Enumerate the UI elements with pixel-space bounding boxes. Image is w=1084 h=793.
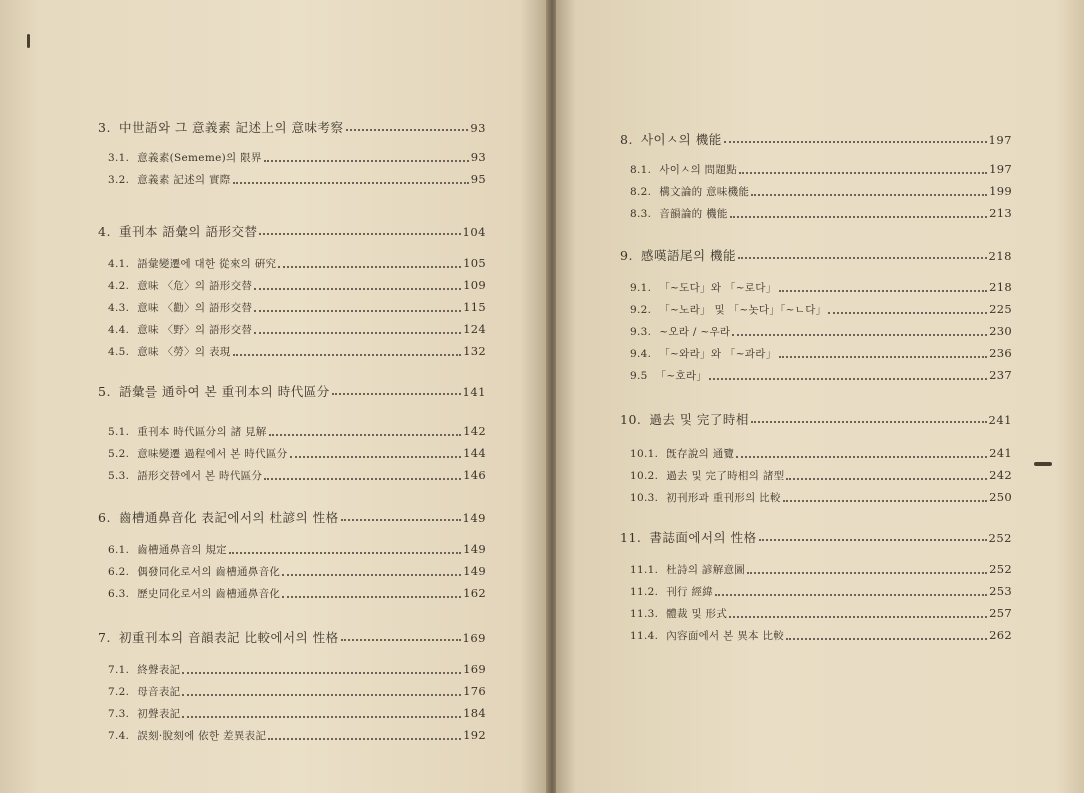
toc-entry-title: 사이ㅅ의 問題點 [659, 164, 738, 176]
toc-entry-number: 8.3. [630, 208, 652, 220]
toc-entry-label [630, 346, 777, 361]
toc-entry-number: 11. [620, 530, 642, 545]
toc-chapter-row [98, 382, 486, 400]
toc-entry-number: 4.2. [108, 280, 130, 292]
toc-entry-number: 7.2. [108, 686, 130, 698]
toc-entry-label [108, 684, 180, 699]
toc-entry-label [108, 424, 267, 439]
toc-page-number: 124 [463, 322, 486, 336]
toc-page-number: 162 [463, 586, 486, 600]
toc-page-number: 213 [989, 206, 1012, 220]
toc-section-row [98, 706, 486, 721]
toc-section-row [98, 256, 486, 271]
ink-smudge [1034, 462, 1052, 466]
toc-entry-title: 初刊形과 重刊形의 比較 [666, 492, 781, 504]
toc-entry-title: 意味 〈危〉의 語形交替 [137, 280, 253, 292]
toc-entry-title: 書誌面에서의 性格 [649, 530, 757, 545]
toc-entry-title: 齒槽通鼻音化 表記에서의 杜諺의 性格 [118, 510, 339, 525]
toc-dot-leader [282, 574, 461, 576]
toc-section-row [620, 206, 1012, 221]
toc-dot-leader [268, 738, 461, 740]
toc-entry-label [98, 118, 344, 136]
toc-entry-title: 齒槽通鼻音의 規定 [137, 544, 227, 556]
toc-dot-leader [779, 356, 988, 358]
toc-dot-leader [254, 288, 461, 290]
toc-dot-leader [259, 233, 460, 235]
toc-entry-title: 過去 및 完了時相 [649, 412, 749, 427]
toc-entry-number: 10.2. [630, 470, 659, 482]
toc-section-row [98, 424, 486, 439]
toc-entry-number: 6.1. [108, 544, 130, 556]
toc-section-row [98, 728, 486, 743]
toc-entry-title: 歷史同化로서의 齒槽通鼻音化 [137, 588, 281, 600]
toc-section-row [98, 684, 486, 699]
toc-entry-label [630, 162, 737, 177]
toc-entry-label [630, 562, 745, 577]
toc-entry-title: 感嘆語尾의 機能 [640, 248, 736, 263]
toc-section-row [98, 150, 486, 165]
toc-entry-label [630, 368, 707, 383]
toc-dot-leader [264, 160, 469, 162]
toc-page-number: 197 [989, 162, 1012, 176]
toc-page-number: 262 [989, 628, 1012, 642]
toc-page-number: 192 [463, 728, 486, 742]
toc-entry-label [630, 324, 730, 339]
toc-dot-leader [786, 478, 987, 480]
toc-section-row [620, 368, 1012, 383]
toc-dot-leader [828, 312, 987, 314]
toc-dot-leader [751, 194, 987, 196]
toc-entry-number: 9.1. [630, 282, 652, 294]
toc-entry-number: 9.4. [630, 348, 652, 360]
toc-dot-leader [751, 421, 987, 423]
toc-entry-title: ~오라 / ~우라 [659, 326, 731, 338]
toc-page-number: 95 [470, 172, 486, 186]
toc-entry-number: 3. [98, 120, 111, 135]
toc-entry-label [108, 344, 231, 359]
toc-section-row [98, 564, 486, 579]
toc-entry-label [108, 468, 262, 483]
toc-chapter-row [98, 118, 486, 136]
toc-page-number: 93 [470, 150, 486, 164]
toc-entry-number: 11.3. [630, 608, 659, 620]
toc-section-row [620, 184, 1012, 199]
toc-entry-number: 9.5 [630, 370, 648, 382]
toc-page-number: 149 [463, 542, 486, 556]
toc-section-row [98, 586, 486, 601]
toc-dot-leader [269, 434, 462, 436]
toc-entry-title: 終聲表記 [137, 664, 181, 676]
toc-dot-leader [254, 310, 461, 312]
toc-entry-label [108, 278, 252, 293]
toc-entry-title: 偶發同化로서의 齒槽通鼻音化 [137, 566, 281, 578]
toc-entry-number: 3.1. [108, 152, 130, 164]
toc-page-number: 132 [463, 344, 486, 358]
toc-entry-label [630, 606, 727, 621]
toc-entry-number: 6.3. [108, 588, 130, 600]
toc-entry-number: 6. [98, 510, 111, 525]
toc-page-number: 144 [463, 446, 486, 460]
toc-page-number: 218 [988, 249, 1012, 263]
toc-section-row [620, 606, 1012, 621]
toc-entry-number: 5.1. [108, 426, 130, 438]
toc-section-row [620, 628, 1012, 643]
toc-dot-leader [783, 500, 987, 502]
toc-entry-label [108, 256, 276, 271]
toc-section-row [620, 324, 1012, 339]
toc-entry-label [620, 130, 722, 148]
toc-entry-label [108, 564, 280, 579]
toc-entry-label [630, 206, 728, 221]
toc-entry-number: 11.4. [630, 630, 659, 642]
toc-page-number: 241 [988, 413, 1012, 427]
toc-dot-leader [182, 694, 461, 696]
toc-entry-label [630, 446, 734, 461]
toc-entry-title: 語彙를 通하여 본 重刊本의 時代區分 [118, 384, 330, 399]
toc-entry-title: 「~호라」 [655, 370, 708, 382]
toc-section-row [98, 278, 486, 293]
toc-chapter-row [620, 246, 1012, 264]
toc-entry-title: 사이ㅅ의 機能 [640, 132, 722, 147]
toc-entry-title: 意味變遷 過程에서 본 時代區分 [137, 448, 288, 460]
toc-entry-title: 構文論的 意味機能 [659, 186, 750, 198]
toc-entry-title: 語彙變遷에 대한 從來의 硏究 [137, 258, 277, 270]
toc-entry-number: 10.3. [630, 492, 659, 504]
toc-entry-label [108, 446, 288, 461]
toc-entry-number: 8.2. [630, 186, 652, 198]
toc-section-row [98, 468, 486, 483]
toc-dot-leader [233, 182, 469, 184]
toc-entry-label [630, 280, 777, 295]
toc-section-row [98, 662, 486, 677]
toc-dot-leader [229, 552, 461, 554]
toc-page-number: 250 [989, 490, 1012, 504]
toc-section-row [620, 280, 1012, 295]
toc-section-row [620, 346, 1012, 361]
toc-page-number: 184 [463, 706, 486, 720]
toc-entry-title: 語形交替에서 본 時代區分 [137, 470, 263, 482]
toc-dot-leader [715, 594, 987, 596]
toc-dot-leader [233, 354, 462, 356]
toc-dot-leader [732, 334, 987, 336]
toc-page-number: 104 [462, 225, 486, 239]
toc-section-row [620, 562, 1012, 577]
toc-entry-number: 10.1. [630, 448, 659, 460]
toc-entry-title: 「~와라」와 「~과라」 [659, 348, 777, 360]
toc-entry-number: 4.1. [108, 258, 130, 270]
toc-entry-title: 「~노라」 및 「~놋다」「~ㄴ다」 [659, 304, 827, 316]
toc-entry-number: 4.5. [108, 346, 130, 358]
toc-entry-title: 意義素(Sememe)의 限界 [137, 152, 262, 164]
toc-page-number: 242 [989, 468, 1012, 482]
toc-entry-number: 4.3. [108, 302, 130, 314]
toc-page-number: 142 [463, 424, 486, 438]
toc-dot-leader [709, 378, 987, 380]
toc-entry-label [108, 300, 252, 315]
toc-entry-number: 3.2. [108, 174, 130, 186]
toc-dot-leader [332, 393, 461, 395]
toc-section-row [98, 344, 486, 359]
toc-page-number: 253 [989, 584, 1012, 598]
toc-entry-label [108, 586, 280, 601]
toc-page-number: 93 [470, 121, 486, 135]
toc-chapter-row [98, 222, 486, 240]
toc-section-row [620, 584, 1012, 599]
toc-page-number: 149 [462, 511, 486, 525]
toc-page-number: 252 [989, 562, 1012, 576]
toc-entry-label [630, 468, 784, 483]
toc-entry-title: 意味 〈勸〉의 語形交替 [137, 302, 253, 314]
toc-page-number: 105 [463, 256, 486, 270]
toc-dot-leader [346, 129, 469, 131]
toc-entry-title: 杜詩의 諺解意圖 [666, 564, 746, 576]
toc-entry-title: 重刊本 時代區分의 諸 見解 [137, 426, 267, 438]
toc-page-number: 236 [989, 346, 1012, 360]
toc-page-number: 218 [989, 280, 1012, 294]
toc-section-row [620, 162, 1012, 177]
toc-entry-label [108, 322, 252, 337]
toc-entry-number: 5.2. [108, 448, 130, 460]
toc-entry-number: 9.2. [630, 304, 652, 316]
toc-entry-title: 初重刊本의 音韻表記 比較에서의 性格 [118, 630, 339, 645]
toc-dot-leader [730, 216, 987, 218]
toc-page-number: 257 [989, 606, 1012, 620]
toc-section-row [98, 322, 486, 337]
toc-chapter-row [620, 528, 1012, 546]
toc-entry-label [98, 222, 257, 240]
toc-entry-label [108, 706, 180, 721]
toc-page-number: 146 [463, 468, 486, 482]
toc-entry-number: 10. [620, 412, 642, 427]
toc-dot-leader [341, 639, 461, 641]
toc-entry-number: 7.3. [108, 708, 130, 720]
toc-entry-label [630, 628, 784, 643]
toc-page-number: 176 [463, 684, 486, 698]
toc-entry-label [108, 150, 262, 165]
toc-dot-leader [290, 456, 462, 458]
toc-entry-label [630, 184, 749, 199]
toc-entry-label [98, 382, 330, 400]
toc-entry-number: 5.3. [108, 470, 130, 482]
toc-page-number: 252 [988, 531, 1012, 545]
toc-entry-number: 7.4. [108, 730, 130, 742]
toc-dot-leader [739, 172, 987, 174]
toc-entry-title: 旣存說의 通覽 [666, 448, 735, 460]
toc-entry-number: 5. [98, 384, 111, 399]
toc-dot-leader [779, 290, 988, 292]
toc-page-number: 115 [463, 300, 486, 314]
toc-entry-label [108, 662, 180, 677]
toc-section-row [98, 172, 486, 187]
toc-entry-label [630, 302, 826, 317]
toc-dot-leader [724, 141, 987, 143]
toc-page-number: 225 [989, 302, 1012, 316]
toc-section-row [98, 542, 486, 557]
toc-entry-title: 內容面에서 본 異本 比較 [666, 630, 785, 642]
toc-entry-label [108, 728, 266, 743]
toc-page-number: 141 [462, 385, 486, 399]
toc-entry-title: 體裁 및 形式 [666, 608, 728, 620]
toc-page-number: 169 [463, 662, 486, 676]
toc-section-row [620, 490, 1012, 505]
toc-entry-label [630, 584, 713, 599]
toc-entry-number: 9. [620, 248, 633, 263]
toc-entry-number: 11.2. [630, 586, 659, 598]
toc-page-number: 149 [463, 564, 486, 578]
toc-chapter-row [620, 130, 1012, 148]
toc-entry-title: 「~도다」와 「~로다」 [659, 282, 777, 294]
toc-entry-title: 母音表記 [137, 686, 181, 698]
toc-chapter-row [620, 410, 1012, 428]
toc-dot-leader [738, 257, 987, 259]
toc-entry-title: 誤刻·脫刻에 依한 差異表記 [137, 730, 267, 742]
toc-page-number: 197 [988, 133, 1012, 147]
toc-entry-title: 重刊本 語彙의 語形交替 [118, 224, 258, 239]
toc-entry-number: 11.1. [630, 564, 659, 576]
toc-entry-label [108, 172, 231, 187]
toc-entry-number: 8.1. [630, 164, 652, 176]
toc-entry-label [108, 542, 227, 557]
toc-dot-leader [282, 596, 461, 598]
toc-dot-leader [278, 266, 461, 268]
toc-entry-number: 7. [98, 630, 111, 645]
toc-entry-number: 9.3. [630, 326, 652, 338]
toc-dot-leader [759, 539, 987, 541]
toc-entry-label [620, 246, 736, 264]
toc-page-number: 230 [989, 324, 1012, 338]
toc-page-number: 199 [989, 184, 1012, 198]
toc-entry-number: 7.1. [108, 664, 130, 676]
toc-page-number: 169 [462, 631, 486, 645]
toc-entry-title: 過去 및 完了時相의 諸型 [666, 470, 785, 482]
toc-page-number: 109 [463, 278, 486, 292]
right-page [556, 0, 1084, 793]
toc-dot-leader [747, 572, 987, 574]
toc-entry-label [630, 490, 781, 505]
toc-entry-label [98, 508, 339, 526]
toc-page-number: 241 [989, 446, 1012, 460]
toc-entry-number: 4. [98, 224, 111, 239]
toc-dot-leader [182, 672, 461, 674]
toc-entry-title: 初聲表記 [137, 708, 181, 720]
toc-entry-title: 意義素 記述의 實際 [137, 174, 231, 186]
toc-dot-leader [264, 478, 461, 480]
toc-entry-number: 4.4. [108, 324, 130, 336]
toc-dot-leader [729, 616, 987, 618]
toc-section-row [620, 446, 1012, 461]
toc-entry-title: 中世語와 그 意義素 記述上의 意味考察 [118, 120, 344, 135]
toc-dot-leader [254, 332, 461, 334]
toc-dot-leader [786, 638, 987, 640]
toc-entry-title: 音韻論的 機能 [659, 208, 728, 220]
toc-section-row [620, 302, 1012, 317]
toc-section-row [98, 300, 486, 315]
toc-section-row [620, 468, 1012, 483]
toc-entry-title: 刊行 經緯 [666, 586, 714, 598]
toc-chapter-row [98, 628, 486, 646]
toc-dot-leader [182, 716, 461, 718]
toc-entry-title: 意味 〈勞〉의 表現 [137, 346, 231, 358]
toc-page-number: 237 [989, 368, 1012, 382]
toc-entry-number: 8. [620, 132, 633, 147]
ink-mark [27, 34, 30, 48]
toc-entry-title: 意味 〈野〉의 語形交替 [137, 324, 253, 336]
toc-section-row [98, 446, 486, 461]
toc-entry-number: 6.2. [108, 566, 130, 578]
toc-entry-label [620, 528, 757, 546]
toc-chapter-row [98, 508, 486, 526]
toc-entry-label [98, 628, 339, 646]
toc-dot-leader [341, 519, 461, 521]
toc-entry-label [620, 410, 749, 428]
toc-dot-leader [736, 456, 987, 458]
